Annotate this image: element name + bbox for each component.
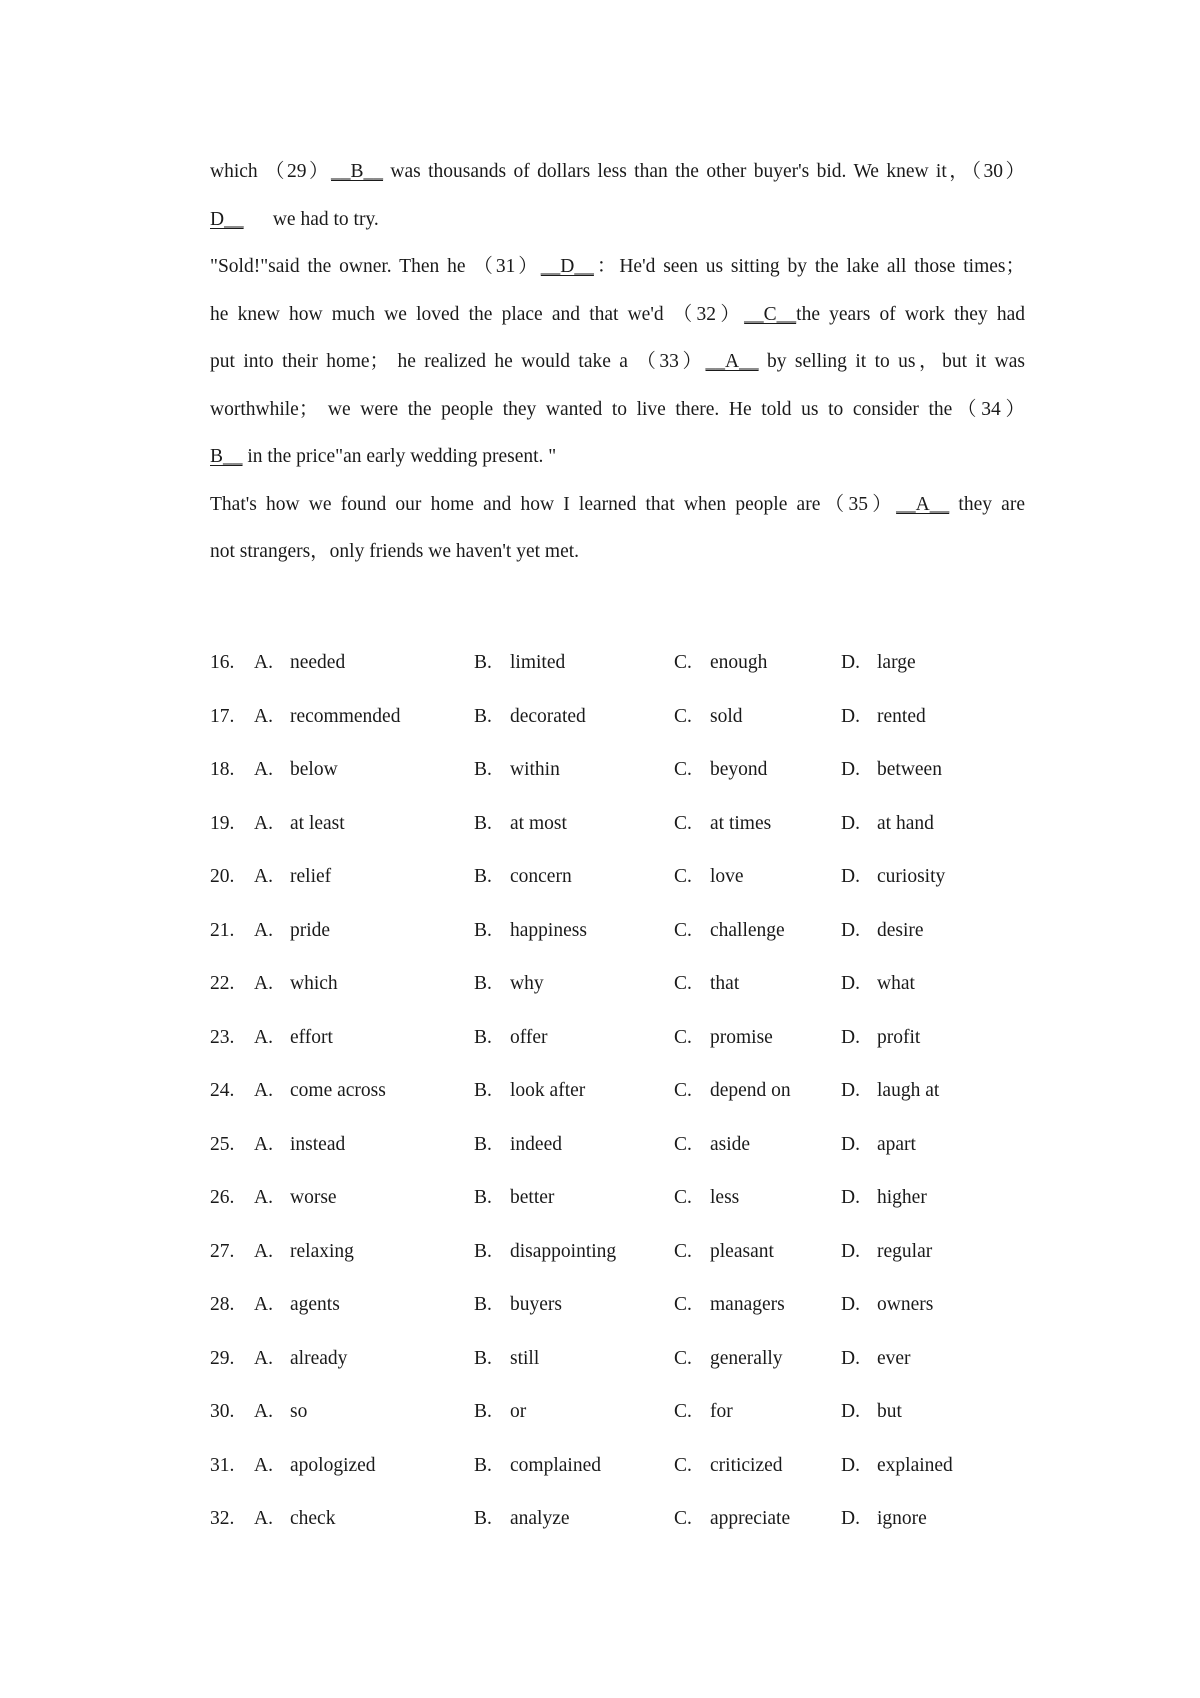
answer-blank-35: __A__ [896,493,950,515]
option-letter-c: C. [674,759,692,780]
passage-line-7: B__ in the price"an early wedding present. " [210,446,557,467]
option-a: apologized [290,1454,376,1476]
option-b: why [510,973,544,994]
option-row [210,904,1010,958]
option-a: agents [290,1294,340,1315]
option-a: relief [290,866,332,887]
option-letter-c: C. [674,1508,692,1529]
option-letter-d: D. [841,1401,860,1422]
option-letter-c: C. [674,812,692,834]
option-letter-d: D. [841,1133,860,1155]
option-letter-c: C. [674,1187,692,1208]
option-row [210,636,1010,690]
option-letter-b: B. [474,812,492,834]
option-letter-c: C. [674,1347,692,1369]
option-a: effort [290,1026,333,1048]
option-d: higher [877,1187,927,1208]
passage-line-1: which （29）__B__ was thousands of dollars less than the other buyer's bid. We knew it，（30） [210,161,1026,182]
option-d: regular [877,1240,933,1262]
option-a: check [290,1508,336,1529]
option-letter-b: B. [474,1080,492,1101]
option-d: profit [877,1026,921,1048]
answer-blank-33: __A__ [705,351,759,372]
option-b: concern [510,866,572,887]
option-row [210,690,1010,744]
option-b: buyers [510,1294,562,1315]
option-b: look after [510,1080,586,1101]
option-a: relaxing [290,1240,354,1262]
option-letter-b: B. [474,1026,492,1048]
option-b: complained [510,1454,601,1476]
option-c: challenge [710,919,785,941]
option-letter-b: B. [474,705,492,727]
option-letter-b: B. [474,1294,492,1315]
answer-blank-34: B__ [210,446,243,467]
question-number: 29. [210,1347,235,1369]
option-letter-a: A. [254,1294,273,1315]
option-letter-b: B. [474,919,492,941]
option-a: already [290,1347,348,1369]
option-letter-b: B. [474,1187,492,1208]
passage-line-5: put into their home； he realized he would take a （33）__A__ by selling it to us，but it was [210,351,1026,372]
option-b: offer [510,1026,548,1048]
option-row [210,1118,1010,1172]
option-letter-c: C. [674,1454,692,1476]
option-c: criticized [710,1454,783,1476]
option-letter-a: A. [254,866,273,887]
option-c: enough [710,652,768,673]
option-b: happiness [510,919,587,941]
option-letter-b: B. [474,973,492,994]
option-row [210,1278,1010,1332]
option-letter-a: A. [254,973,273,994]
option-letter-b: B. [474,1401,492,1422]
option-b: indeed [510,1133,562,1155]
option-row [210,850,1010,904]
option-letter-b: B. [474,1240,492,1262]
option-c: at times [710,812,772,834]
option-letter-a: A. [254,812,273,834]
option-letter-d: D. [841,1080,860,1101]
option-letter-d: D. [841,1187,860,1208]
option-a: recommended [290,705,401,727]
option-letter-d: D. [841,759,860,780]
question-number: 17. [210,705,235,727]
option-letter-d: D. [841,652,860,673]
answer-blank-30: D__ [210,208,244,230]
question-number: 27. [210,1240,235,1262]
option-d: large [877,652,916,673]
answer-blank-31: __D__ [540,256,594,277]
option-letter-a: A. [254,1133,273,1155]
option-letter-c: C. [674,973,692,994]
question-number: 31. [210,1454,235,1476]
option-d: apart [877,1133,916,1155]
option-row [210,1492,1010,1546]
answer-options-list [210,636,1010,1546]
option-c: less [710,1187,740,1208]
question-number: 24. [210,1080,235,1101]
option-c: for [710,1401,733,1422]
option-letter-d: D. [841,1508,860,1529]
question-number: 32. [210,1508,235,1529]
option-a: needed [290,652,346,673]
passage-line-4: he knew how much we loved the place and that we'd （32）__C__the years of work they had [210,303,1025,325]
passage [210,148,1025,576]
option-letter-d: D. [841,812,860,834]
question-number: 26. [210,1187,235,1208]
option-letter-a: A. [254,652,273,673]
passage-line-2: D__ we had to try. [210,208,379,230]
option-row [210,1385,1010,1439]
question-number: 19. [210,812,235,834]
option-c: promise [710,1026,773,1048]
option-c: generally [710,1347,783,1369]
option-row [210,1332,1010,1386]
option-d: but [877,1401,902,1422]
option-letter-a: A. [254,1508,273,1529]
option-letter-d: D. [841,919,860,941]
option-a: at least [290,812,345,834]
option-c: beyond [710,759,768,780]
option-d: what [877,973,915,994]
option-row [210,1225,1010,1279]
option-letter-d: D. [841,1454,860,1476]
option-letter-a: A. [254,1026,273,1048]
option-letter-b: B. [474,652,492,673]
question-number: 25. [210,1133,235,1155]
option-letter-c: C. [674,919,692,941]
question-number: 21. [210,919,235,941]
option-letter-a: A. [254,1080,273,1101]
option-b: at most [510,812,567,834]
option-row [210,1064,1010,1118]
option-letter-b: B. [474,1133,492,1155]
option-d: ever [877,1347,911,1369]
option-c: love [710,866,744,887]
option-a: below [290,759,338,780]
option-letter-d: D. [841,1240,860,1262]
option-c: appreciate [710,1508,791,1529]
option-letter-b: B. [474,1508,492,1529]
option-letter-a: A. [254,759,273,780]
option-letter-b: B. [474,759,492,780]
option-letter-c: C. [674,652,692,673]
option-letter-d: D. [841,1026,860,1048]
option-c: that [710,973,740,994]
option-row [210,957,1010,1011]
option-a: which [290,973,338,994]
option-d: owners [877,1294,934,1315]
option-letter-c: C. [674,866,692,887]
option-b: decorated [510,705,586,727]
option-row [210,1439,1010,1493]
option-letter-d: D. [841,705,860,727]
option-letter-a: A. [254,1454,273,1476]
question-number: 28. [210,1294,235,1315]
option-letter-c: C. [674,1026,692,1048]
option-c: sold [710,705,743,727]
option-letter-b: B. [474,1454,492,1476]
answer-blank-32: __C__ [744,303,797,325]
option-b: analyze [510,1508,570,1529]
option-letter-a: A. [254,1187,273,1208]
question-number: 18. [210,759,235,780]
option-letter-c: C. [674,1240,692,1262]
option-d: explained [877,1454,953,1476]
option-letter-a: A. [254,705,273,727]
option-a: pride [290,919,331,941]
answer-blank-29: __B__ [331,161,384,182]
passage-line-8: That's how we found our home and how I learned that when people are（35）__A__ they are [210,493,1025,515]
option-letter-d: D. [841,1294,860,1315]
question-number: 23. [210,1026,235,1048]
option-c: depend on [710,1080,791,1101]
option-d: ignore [877,1508,927,1529]
question-number: 30. [210,1401,235,1422]
option-letter-a: A. [254,1347,273,1369]
option-a: come across [290,1080,386,1101]
option-letter-c: C. [674,1401,692,1422]
option-letter-a: A. [254,1240,273,1262]
option-letter-a: A. [254,1401,273,1422]
option-c: pleasant [710,1240,774,1262]
option-b: within [510,759,560,780]
option-b: disappointing [510,1240,617,1262]
option-a: worse [290,1187,337,1208]
option-c: aside [710,1133,751,1155]
option-d: laugh at [877,1080,940,1101]
option-b: or [510,1401,527,1422]
passage-line-6: worthwhile； we were the people they wanted to live there. He told us to consider the（34） [210,398,1025,420]
option-row [210,1171,1010,1225]
option-letter-d: D. [841,973,860,994]
option-a: so [290,1401,308,1422]
question-number: 16. [210,652,235,673]
option-letter-b: B. [474,866,492,887]
option-letter-c: C. [674,1133,692,1155]
passage-line-9: not strangers，only friends we haven't yet met. [210,541,580,562]
option-letter-a: A. [254,919,273,941]
option-letter-d: D. [841,1347,860,1369]
option-d: at hand [877,812,934,834]
option-letter-c: C. [674,1080,692,1101]
option-letter-b: B. [474,1347,492,1369]
option-b: limited [510,652,566,673]
option-row [210,1011,1010,1065]
option-letter-c: C. [674,1294,692,1315]
option-d: curiosity [877,866,946,887]
question-number: 22. [210,973,235,994]
question-number: 20. [210,866,235,887]
option-b: still [510,1347,540,1369]
option-letter-c: C. [674,705,692,727]
passage-line-3: "Sold!"said the owner. Then he （31）__D__：He'd seen us sitting by the lake all those times； [210,256,1026,277]
option-row [210,797,1010,851]
option-row [210,743,1010,797]
option-d: rented [877,705,926,727]
option-d: between [877,759,942,780]
option-a: instead [290,1133,346,1155]
option-b: better [510,1187,555,1208]
option-c: managers [710,1294,785,1315]
option-letter-d: D. [841,866,860,887]
option-d: desire [877,919,924,941]
